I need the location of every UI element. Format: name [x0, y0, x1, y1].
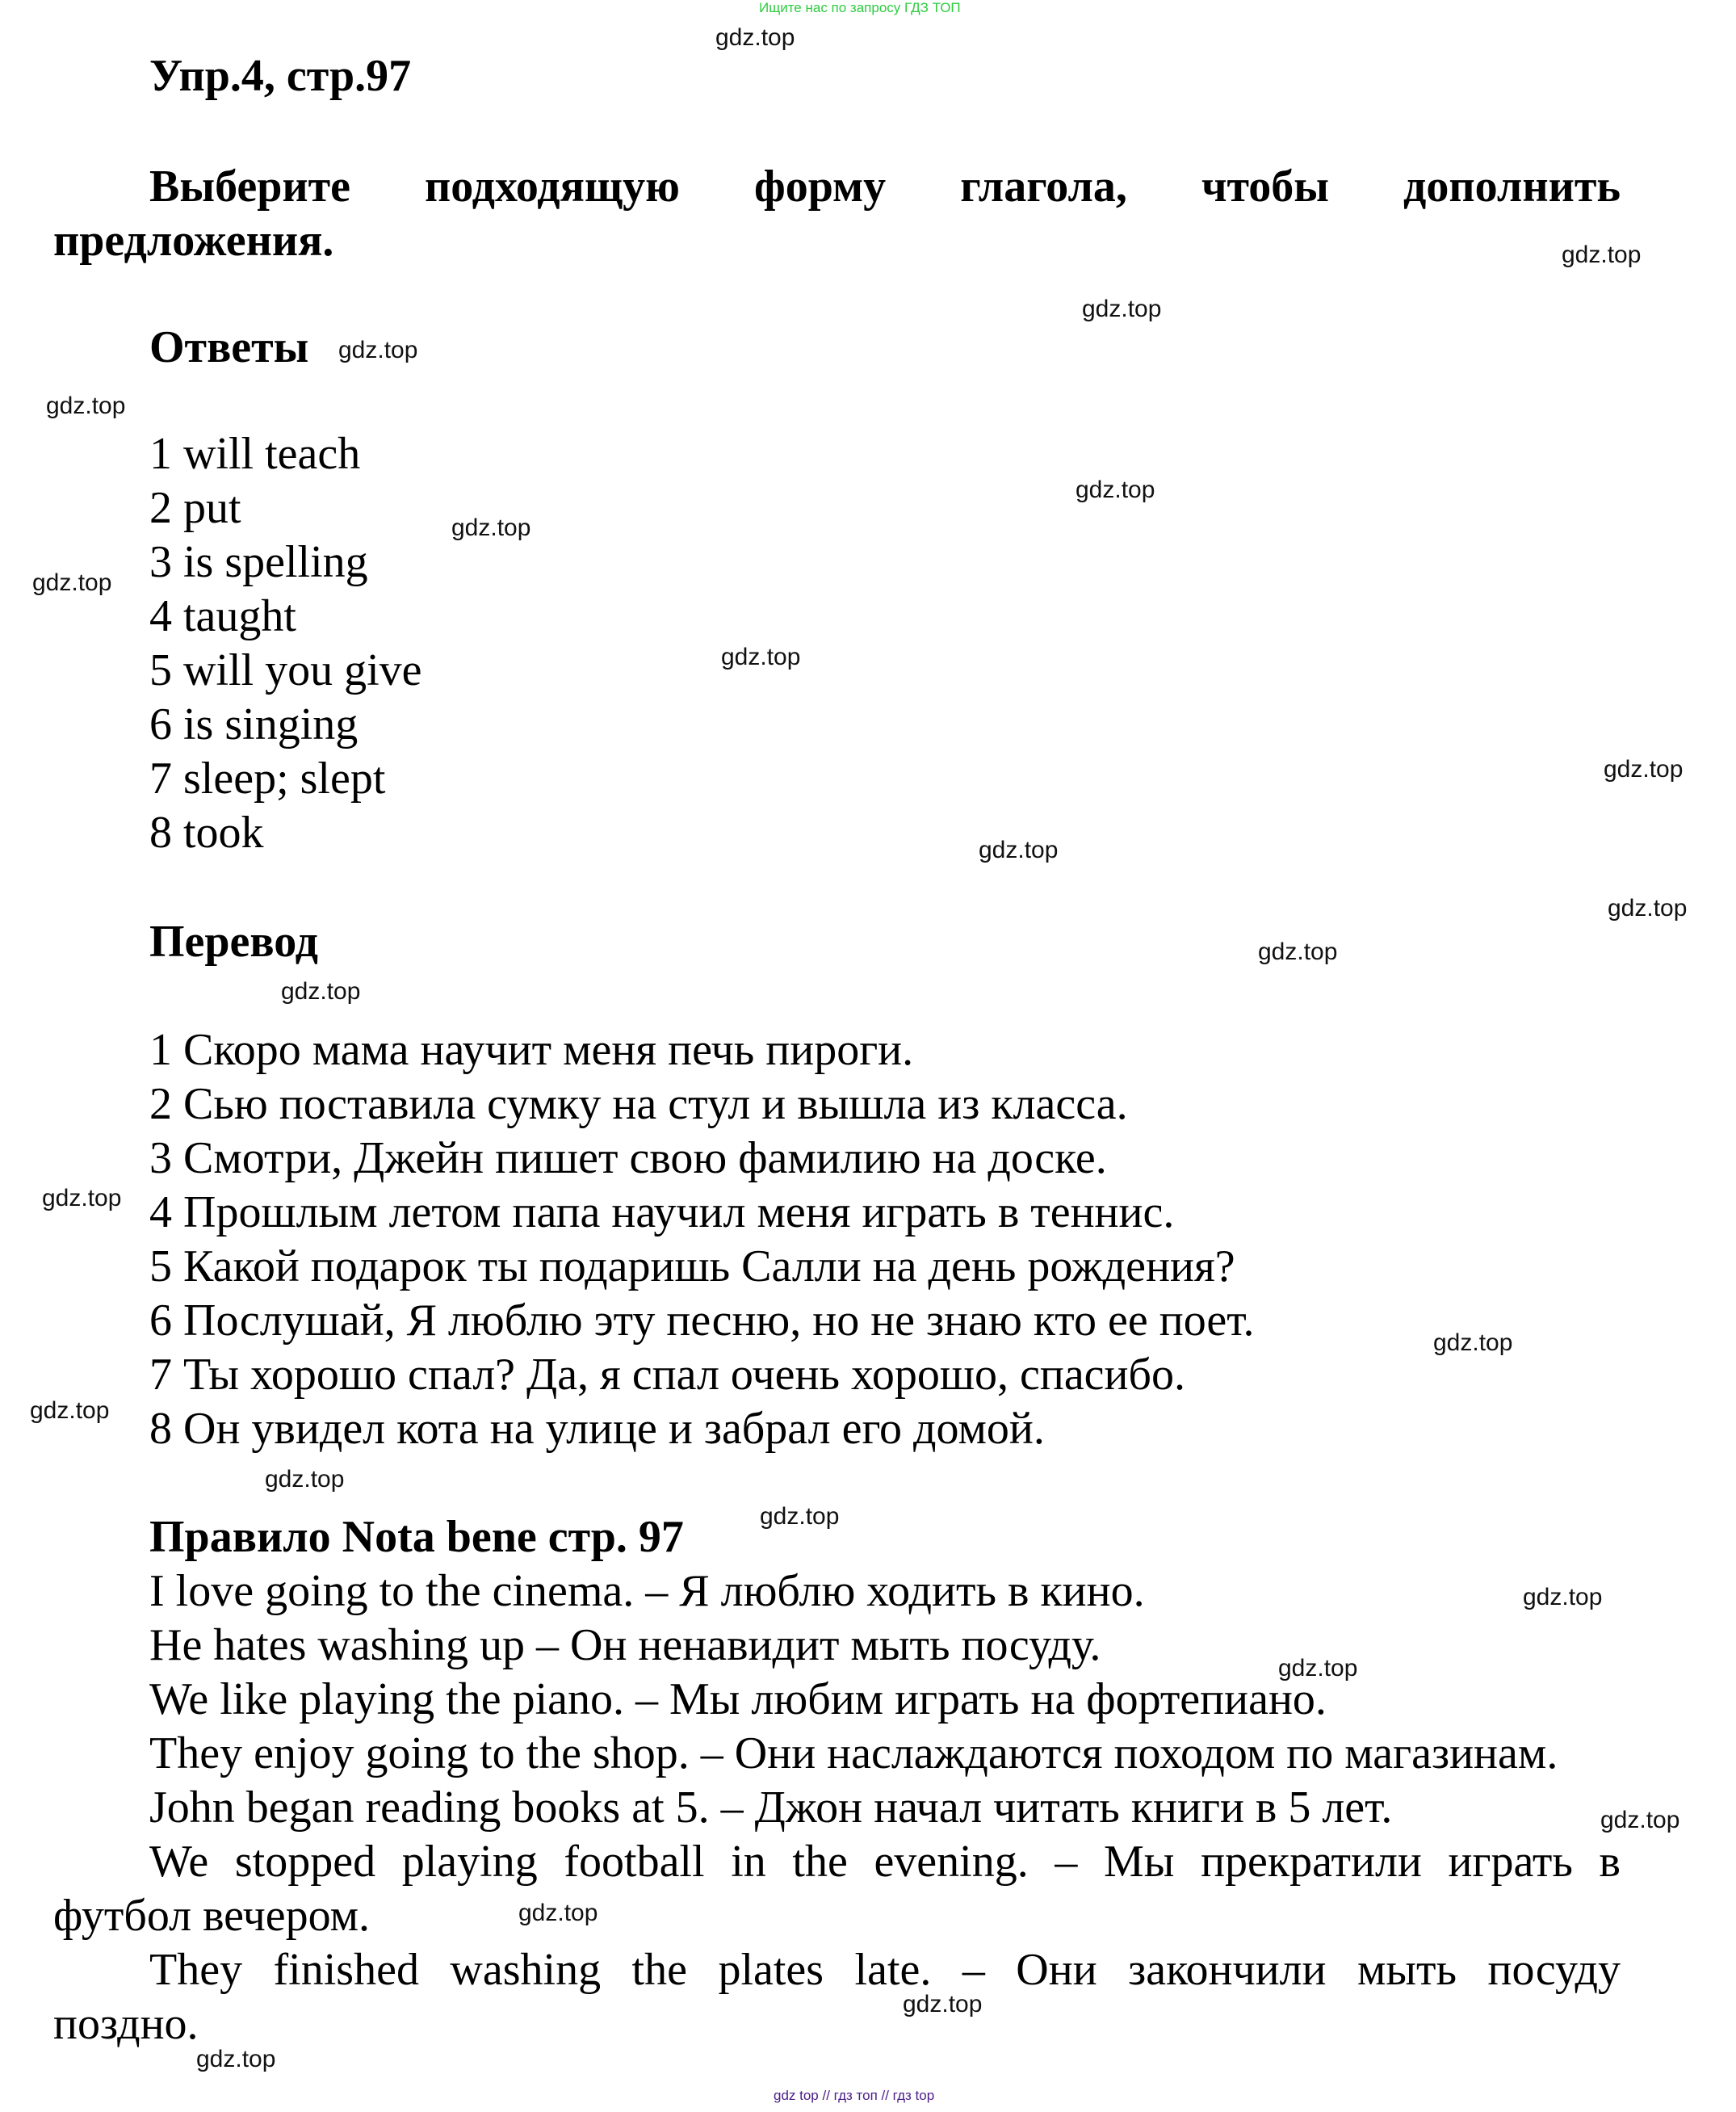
watermark-text: gdz.top	[1258, 938, 1338, 965]
watermark-text: gdz.top	[46, 393, 126, 419]
rule-line: They enjoy going to the shop. – Они наслаждаются походом по магазинам.	[149, 1728, 1558, 1778]
word: They	[149, 1945, 243, 1995]
word: football	[564, 1837, 705, 1887]
word: закончили	[1128, 1945, 1327, 1995]
word: washing	[450, 1945, 602, 1995]
word: посуду	[1487, 1945, 1621, 1995]
task-word: чтобы	[1201, 162, 1330, 212]
word: играть	[1448, 1837, 1573, 1887]
word: –	[962, 1945, 985, 1995]
answer-item: 6 is singing	[149, 699, 359, 749]
watermark-text: gdz.top	[1604, 756, 1684, 783]
watermark-text: gdz.top	[265, 1466, 345, 1493]
answers-heading: Ответы	[149, 322, 309, 372]
translation-item: 3 Смотри, Джейн пишет свою фамилию на доске.	[149, 1133, 1107, 1183]
watermark-text: gdz.top	[1278, 1655, 1358, 1682]
word: –	[1055, 1837, 1078, 1887]
word: We	[149, 1837, 209, 1887]
page-title: Упр.4, стр.97	[149, 51, 412, 101]
word: the	[792, 1837, 848, 1887]
watermark-text: gdz.top	[42, 1185, 122, 1211]
translation-heading: Перевод	[149, 917, 318, 967]
watermark-text: gdz.top	[1608, 895, 1688, 922]
task-word: Выберите	[149, 162, 350, 212]
task-word: подходящую	[425, 162, 680, 212]
watermark-text: gdz.top	[1076, 477, 1155, 503]
word: в	[1599, 1837, 1621, 1887]
word: мыть	[1357, 1945, 1457, 1995]
answer-item: 1 will teach	[149, 429, 361, 479]
translation-item: 5 Какой подарок ты подаришь Салли на день рождения?	[149, 1241, 1235, 1291]
translation-item: 7 Ты хорошо спал? Да, я спал очень хорошо, спасибо.	[149, 1350, 1185, 1400]
rule-paragraph-2	[149, 1944, 1621, 1996]
answer-item: 5 will you give	[149, 645, 422, 695]
word: the	[631, 1945, 687, 1995]
word: прекратили	[1201, 1837, 1422, 1887]
translation-item: 1 Скоро мама научит меня печь пироги.	[149, 1025, 914, 1075]
watermark-text: gdz.top	[196, 2046, 276, 2072]
watermark-text: gdz.top	[760, 1503, 840, 1530]
answer-item: 7 sleep; slept	[149, 754, 386, 804]
translation-item: 4 Прошлым летом папа научил меня играть в теннис.	[149, 1187, 1175, 1237]
watermark-text: gdz.top	[451, 514, 531, 541]
watermark-text: gdz.top	[1600, 1807, 1680, 1833]
watermark-text: gdz.top	[281, 978, 361, 1005]
task-word: форму	[753, 162, 887, 212]
bottom-banner: gdz top // гдз топ // гдз top	[774, 2088, 935, 2103]
word: finished	[273, 1945, 419, 1995]
rule-line: I love going to the cinema. – Я люблю ходить в кино.	[149, 1566, 1145, 1616]
rule-paragraph-2-continuation: поздно.	[53, 1999, 199, 2049]
watermark-text: gdz.top	[30, 1397, 110, 1424]
word: plates	[718, 1945, 824, 1995]
rule-line: John began reading books at 5. – Джон начал читать книги в 5 лет.	[149, 1782, 1393, 1833]
watermark-text: gdz.top	[338, 337, 418, 363]
translation-item: 8 Он увидел кота на улице и забрал его домой.	[149, 1404, 1045, 1454]
word: evening.	[874, 1837, 1029, 1887]
watermark-text: gdz.top	[979, 837, 1059, 863]
word: playing	[401, 1837, 538, 1887]
watermark-text: gdz.top	[1082, 296, 1162, 322]
word: in	[731, 1837, 766, 1887]
rule-paragraph-1	[149, 1836, 1621, 1887]
watermark-text: gdz.top	[518, 1900, 598, 1926]
watermark-text: gdz.top	[903, 1991, 983, 2018]
word: stopped	[234, 1837, 376, 1887]
answer-item: 3 is spelling	[149, 537, 368, 587]
watermark-text: gdz.top	[715, 24, 795, 51]
rule-line: We like playing the piano. – Мы любим играть на фортепиано.	[149, 1674, 1327, 1724]
word: Они	[1016, 1945, 1097, 1995]
task-word: дополнить	[1403, 162, 1621, 212]
watermark-text: gdz.top	[1562, 241, 1642, 268]
answer-item: 8 took	[149, 808, 264, 858]
top-banner: Ищите нас по запросу ГДЗ ТОП	[759, 0, 961, 15]
watermark-text: gdz.top	[721, 644, 801, 670]
task-line-1	[149, 160, 1621, 214]
rule-paragraph-1-continuation: футбол вечером.	[53, 1891, 371, 1941]
answer-item: 4 taught	[149, 591, 296, 641]
rule-line: He hates washing up – Он ненавидит мыть посуду.	[149, 1620, 1101, 1670]
translation-item: 6 Послушай, Я люблю эту песню, но не знаю кто ее поет.	[149, 1295, 1255, 1346]
watermark-text: gdz.top	[1523, 1584, 1603, 1610]
translation-item: 2 Сью поставила сумку на стул и вышла из класса.	[149, 1079, 1128, 1129]
watermark-text: gdz.top	[1433, 1329, 1513, 1356]
answer-item: 2 put	[149, 483, 241, 533]
task-line-2: предложения.	[53, 216, 334, 266]
word: Мы	[1104, 1837, 1175, 1887]
watermark-text: gdz.top	[32, 569, 112, 596]
word: late.	[854, 1945, 932, 1995]
rule-heading: Правило Nota bene стр. 97	[149, 1512, 684, 1562]
task-word: глагола,	[960, 162, 1127, 212]
